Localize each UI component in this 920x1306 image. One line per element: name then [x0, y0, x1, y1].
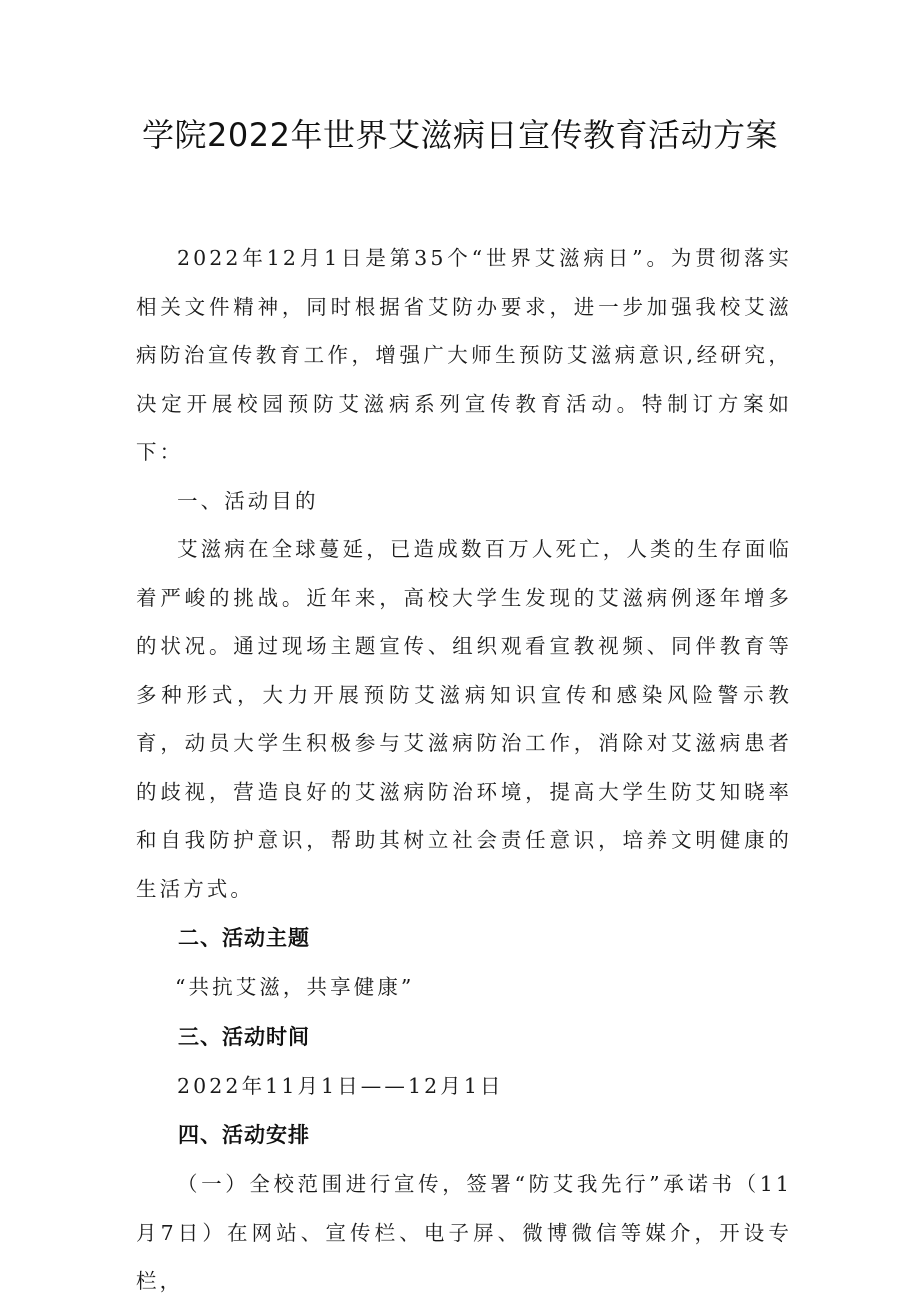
section-heading-arrangement: 四、活动安排 [178, 1123, 310, 1147]
section-heading-purpose: 一、活动目的 [177, 488, 319, 513]
section-time-content: 2022年11月1日——12月1日 [177, 1073, 504, 1098]
section-heading-theme: 二、活动主题 [178, 926, 310, 950]
section-purpose-content: 艾滋病在全球蔓延，已造成数百万人死亡，人类的生存面临着严峻的挑战。近年来，高校大学生发现的艾滋病例逐年增多的状况。通过现场主题宣传、组织观看宣教视频、同伴教育等多种形式，大力开展预防艾滋病知识宣传和感染风险警示教育，动员大学生积极参与艾滋病防治工作，消除对艾滋病患者的歧视，营造良好的艾滋病防治环境，提高大学生防艾知晓率和自我防护意识，帮助其树立社会责任意识，培养文明健康的生活方式。 [136, 537, 792, 901]
section-arrangement-content: （一）全校范围进行宣传，签署“防艾我先行”承诺书（11月7日）在网站、宣传栏、电子屏、微博微信等媒介，开设专栏， [136, 1172, 792, 1293]
document-title: 学院2022年世界艾滋病日宣传教育活动方案 [142, 116, 778, 154]
intro-paragraph: 2022年12月1日是第35个“世界艾滋病日”。为贯彻落实相关文件精神，同时根据省艾防办要求，进一步加强我校艾滋病防治宣传教育工作，增强广大师生预防艾滋病意识,经研究，决定开展校园预防艾滋病系列宣传教育活动。特制订方案如下： [136, 246, 792, 464]
section-heading-time: 三、活动时间 [178, 1024, 310, 1049]
document-body [136, 234, 792, 1306]
section-theme-content: “共抗艾滋，共享健康” [174, 975, 415, 999]
